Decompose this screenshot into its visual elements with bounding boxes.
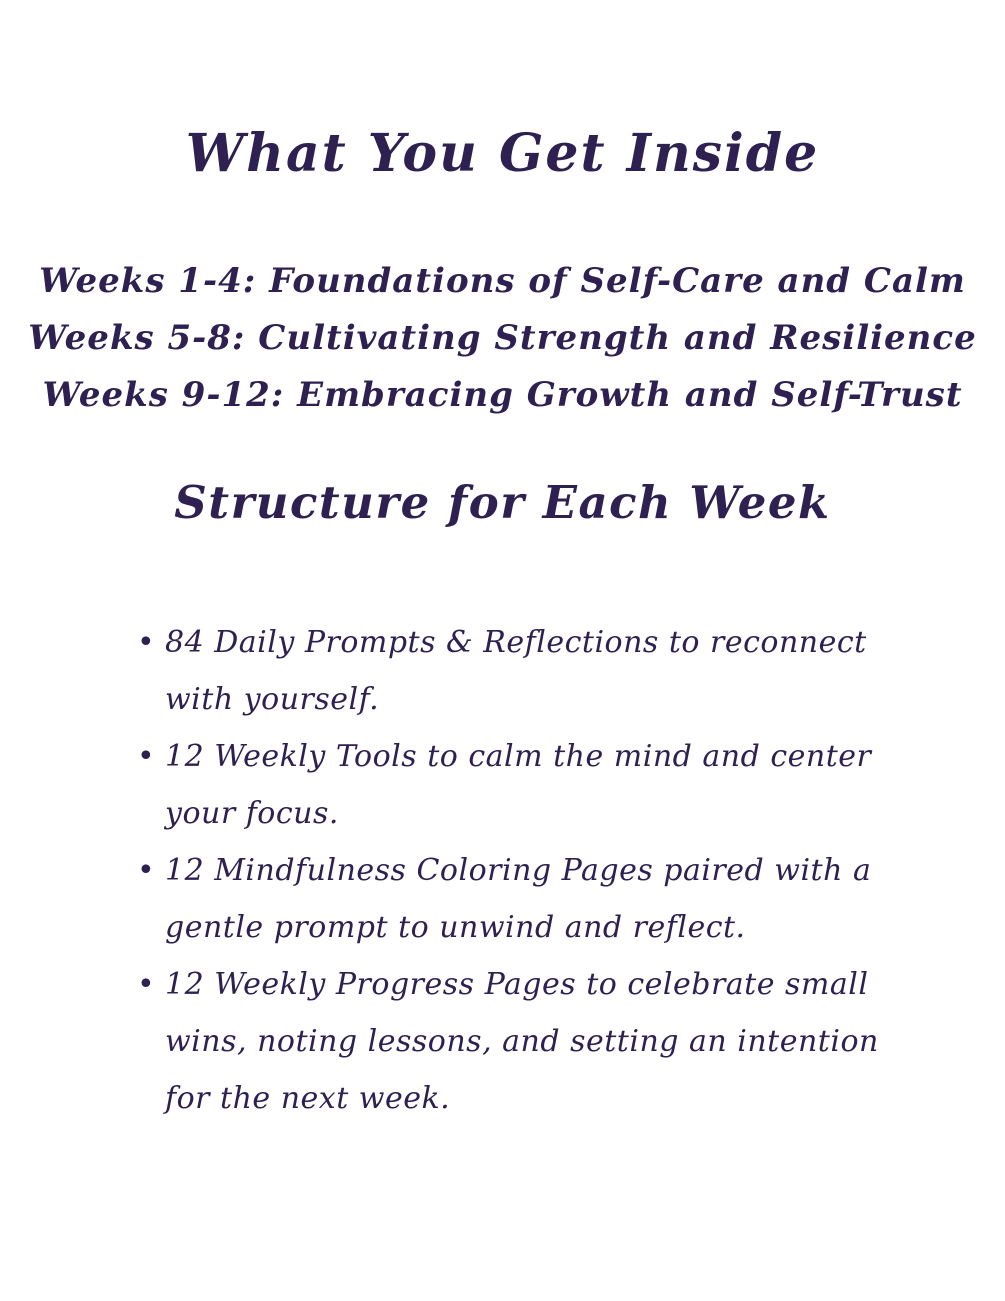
bullet-icon: • bbox=[137, 625, 156, 661]
list-item-text: 84 Daily Prompts & Reflections to reconnect with yourself. bbox=[165, 625, 867, 718]
list-item-text: 12 Weekly Tools to calm the mind and center your focus. bbox=[165, 739, 872, 832]
bullet-icon: • bbox=[137, 739, 156, 775]
list-item bbox=[137, 728, 917, 842]
feature-list bbox=[137, 614, 917, 1127]
weeks-overview bbox=[0, 253, 1005, 424]
list-item bbox=[137, 842, 917, 956]
bullet-icon: • bbox=[137, 853, 156, 889]
list-item-text: 12 Weekly Progress Pages to celebrate small wins, noting lessons, and setting an intention for the next week. bbox=[165, 967, 879, 1117]
list-item bbox=[137, 614, 917, 728]
weeks-line-1: Weeks 1-4: Foundations of Self-Care and Calm bbox=[39, 261, 966, 302]
weeks-line-3: Weeks 9-12: Embracing Growth and Self-Trust bbox=[42, 375, 963, 416]
page-title: What You Get Inside bbox=[185, 122, 820, 184]
section-heading: Structure for Each Week bbox=[174, 476, 831, 530]
weeks-line-2: Weeks 5-8: Cultivating Strength and Resilience bbox=[28, 318, 977, 359]
list-item-text: 12 Mindfulness Coloring Pages paired with a gentle prompt to unwind and reflect. bbox=[165, 853, 872, 946]
list-item bbox=[137, 956, 917, 1127]
bullet-icon: • bbox=[137, 967, 156, 1003]
